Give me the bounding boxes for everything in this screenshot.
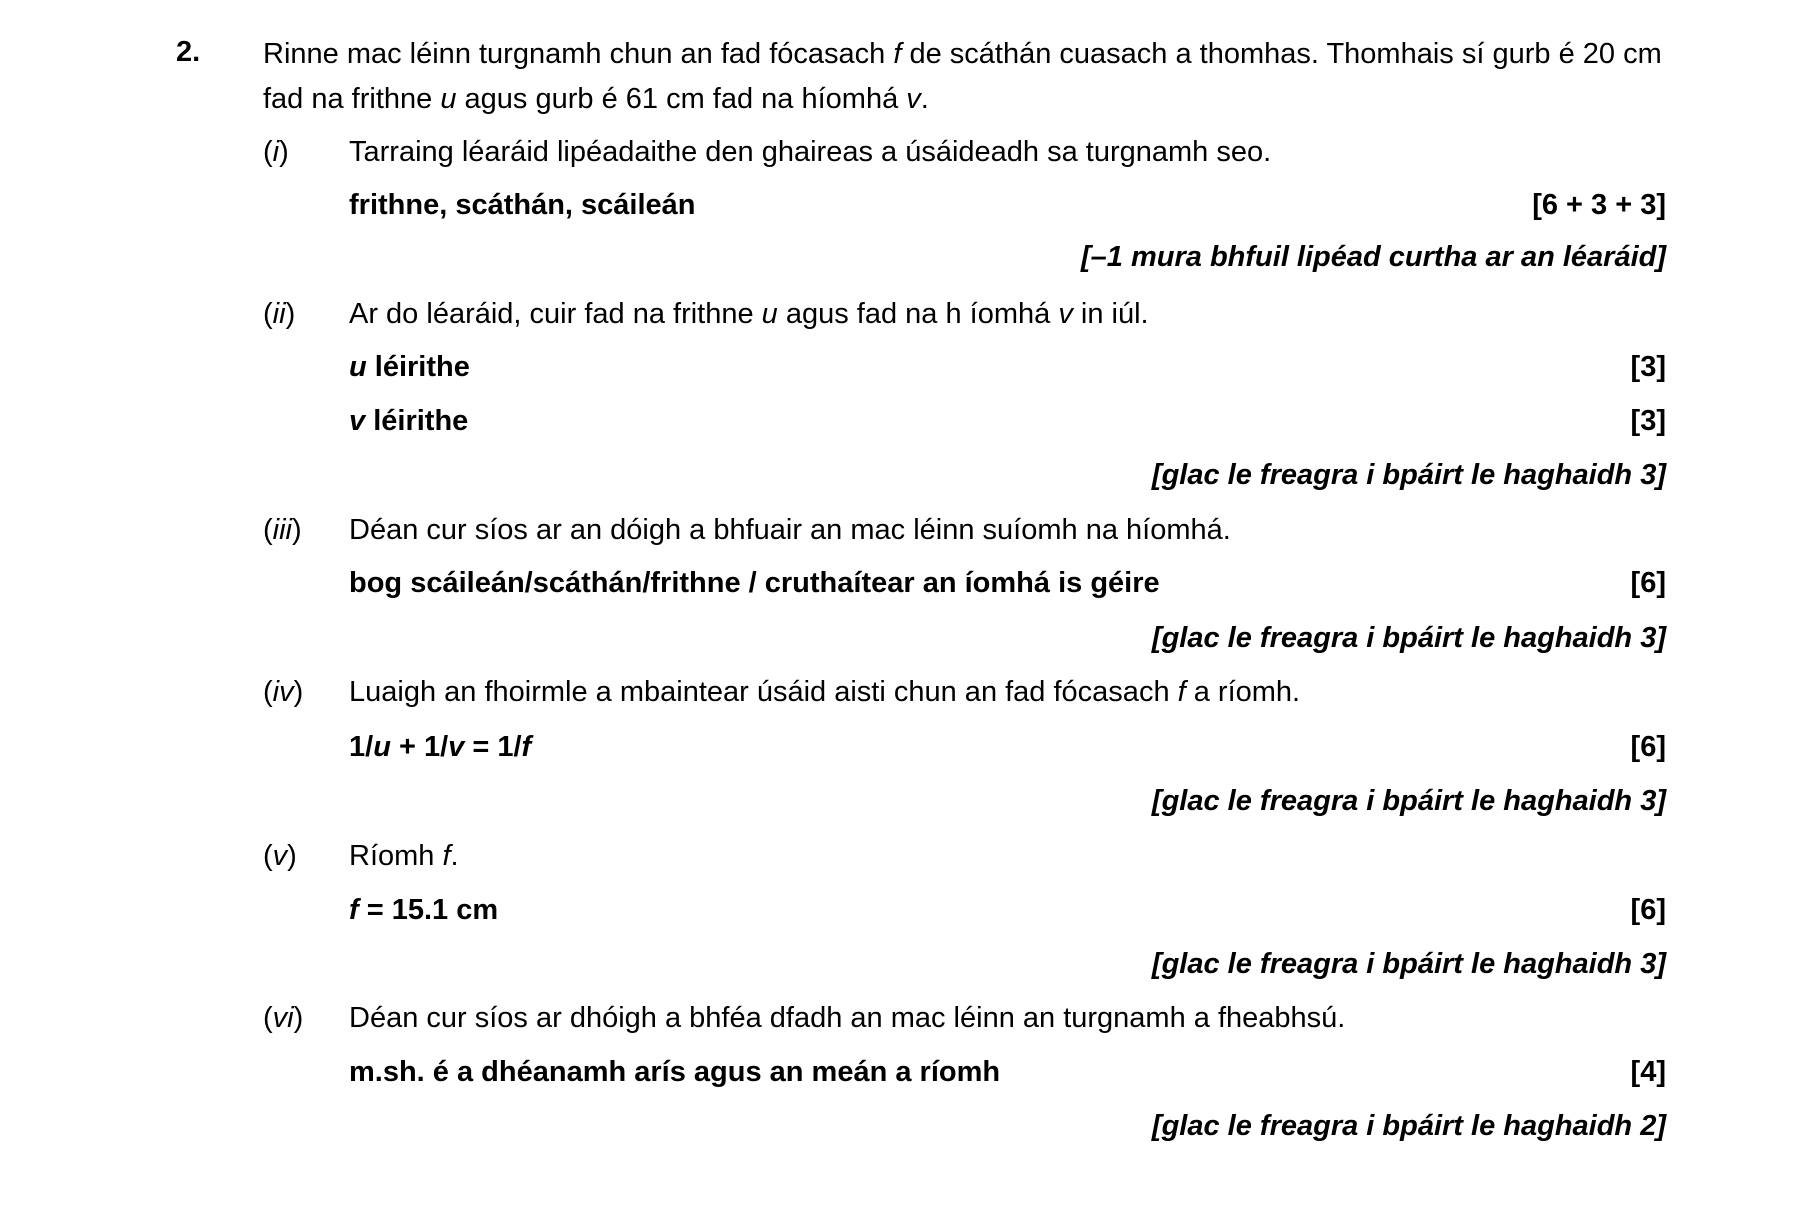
part-vi-note: [glac le freagra i bpáirt le haghaidh 2]	[1151, 1110, 1666, 1142]
part-ii-answer-u: u léirithe	[349, 351, 470, 383]
part-iii-note: [glac le freagra i bpáirt le haghaidh 3]	[1151, 622, 1666, 654]
question-number: 2.	[176, 36, 201, 68]
part-iii-marks: [6]	[1630, 567, 1666, 599]
part-vi-label: (vi)	[263, 1002, 304, 1034]
part-iv-question: Luaigh an fhoirmle a mbaintear úsáid aisti chun an fad fócasach f a ríomh.	[349, 676, 1301, 708]
part-iii-answer-row	[0, 563, 1819, 603]
part-i-answer: frithne, scáthán, scáileán	[349, 189, 696, 221]
part-iv-answer: 1/u + 1/v = 1/f	[349, 731, 532, 763]
part-iii-question-row	[0, 510, 1819, 550]
intro-text-3: agus gurb é 61 cm fad na híomhá	[456, 83, 907, 115]
part-ii-marks-v: [3]	[1630, 405, 1666, 437]
intro-var-f: f	[893, 38, 902, 70]
part-vi-marks: [4]	[1630, 1056, 1666, 1088]
part-v-note-row	[0, 944, 1819, 984]
part-v-answer-row	[0, 890, 1819, 930]
part-iii-answer: bog scáileán/scáthán/frithne / cruthaítear an íomhá is géire	[349, 567, 1160, 599]
part-iv-note-row	[0, 781, 1819, 821]
part-i-note-row	[0, 237, 1819, 277]
part-iii-note-row	[0, 618, 1819, 658]
part-ii-note-row	[0, 455, 1819, 495]
part-vi-answer-row	[0, 1052, 1819, 1092]
intro-text-1: Rinne mac léinn turgnamh chun an fad fócasach	[263, 38, 894, 70]
part-ii-question: Ar do léaráid, cuir fad na frithne u agus fad na h íomhá v in iúl.	[349, 298, 1149, 330]
part-i-note: [–1 mura bhfuil lipéad curtha ar an léaráid]	[1081, 241, 1666, 273]
part-ii-answer-v: v léirithe	[349, 405, 469, 437]
part-ii-question-row	[0, 294, 1819, 334]
part-v-label: (v)	[263, 840, 297, 872]
part-iv-marks: [6]	[1630, 731, 1666, 763]
question-intro	[263, 32, 1683, 122]
part-ii-answer-v-row	[0, 401, 1819, 441]
part-vi-question-row	[0, 998, 1819, 1038]
part-iv-answer-row	[0, 727, 1819, 767]
part-i-question-row	[0, 132, 1819, 172]
intro-text-2: de scáthán cuasach a thomhas. Thomhais sí gurb é 20 cm fad na frithne	[263, 38, 1662, 115]
part-v-note: [glac le freagra i bpáirt le haghaidh 3]	[1151, 948, 1666, 980]
part-iv-note: [glac le freagra i bpáirt le haghaidh 3]	[1151, 785, 1666, 817]
part-iii-label: (iii)	[263, 514, 302, 546]
intro-text-4: .	[920, 83, 929, 115]
part-ii-answer-u-row	[0, 347, 1819, 387]
part-ii-label: (ii)	[263, 298, 296, 330]
part-v-answer: f = 15.1 cm	[349, 894, 499, 926]
part-v-question: Ríomh f.	[349, 840, 459, 872]
part-v-question-row	[0, 836, 1819, 876]
part-i-question: Tarraing léaráid lipéadaithe den ghaireas a úsáideadh sa turgnamh seo.	[349, 136, 1272, 168]
intro-var-v: v	[906, 83, 921, 115]
part-vi-answer: m.sh. é a dhéanamh arís agus an meán a ríomh	[349, 1056, 1001, 1088]
part-iii-question: Déan cur síos ar an dóigh a bhfuair an mac léinn suíomh na híomhá.	[349, 514, 1231, 546]
part-ii-marks-u: [3]	[1630, 351, 1666, 383]
part-vi-question: Déan cur síos ar dhóigh a bhféa dfadh an mac léinn an turgnamh a fheabhsú.	[349, 1002, 1346, 1034]
part-i-marks: [6 + 3 + 3]	[1532, 189, 1666, 221]
intro-var-u: u	[440, 83, 457, 115]
part-i-label: (i)	[263, 136, 289, 168]
part-vi-note-row	[0, 1106, 1819, 1146]
part-i-answer-row	[0, 185, 1819, 225]
part-iv-question-row	[0, 672, 1819, 712]
part-iv-label: (iv)	[263, 676, 304, 708]
part-ii-note: [glac le freagra i bpáirt le haghaidh 3]	[1151, 459, 1666, 491]
part-v-marks: [6]	[1630, 894, 1666, 926]
